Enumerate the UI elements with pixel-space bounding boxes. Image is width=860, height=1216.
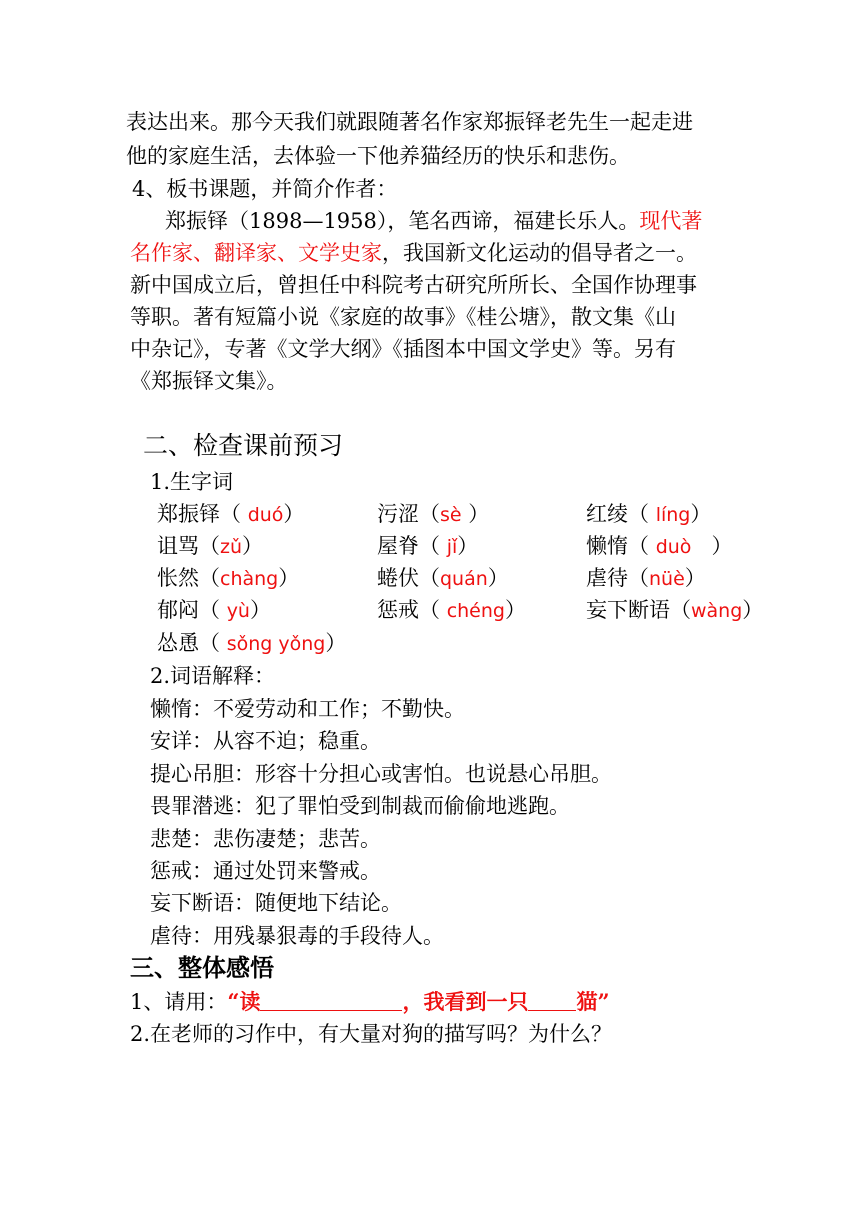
bio-emphasis-2: 名作家、翻译家、文学史家	[130, 241, 382, 265]
definition-item: 懒惰：不爱劳动和工作；不勤快。	[150, 697, 465, 721]
vocab-paren-open: （	[199, 631, 227, 655]
vocab-paren-close: ）	[325, 631, 347, 655]
vocab-paren-close: ）	[283, 502, 305, 526]
vocab-pinyin: sǒng yǒng	[226, 633, 326, 655]
vocab-item	[377, 530, 478, 563]
section2-sub2: 2.词语解释：	[150, 664, 276, 688]
definition-item: 悲楚：悲伤凄楚；悲苦。	[150, 827, 381, 851]
vocab-item	[377, 594, 526, 627]
vocab-paren-open: （	[199, 566, 220, 590]
vocab-paren-close: ）	[461, 502, 490, 526]
definition-item: 畏罪潜逃：犯了罪怕受到制裁而偷偷地逃跑。	[150, 794, 570, 818]
vocab-paren-open: （	[628, 502, 656, 526]
vocab-paren-open: （	[419, 598, 447, 622]
vocab-paren-open: （	[419, 534, 447, 558]
vocab-pinyin: sè	[440, 504, 462, 526]
vocab-paren-close: ）	[242, 534, 264, 558]
vocab-paren-open: （	[628, 534, 656, 558]
intro-line-1: 表达出来。那今天我们就跟随著名作家郑振铎老先生一起走进	[126, 110, 693, 134]
vocab-paren-close: ）	[457, 534, 479, 558]
vocab-item	[157, 498, 304, 531]
vocab-pinyin: líng	[655, 504, 691, 526]
question-1	[130, 986, 610, 1018]
vocab-item	[157, 530, 263, 563]
vocab-word: 怅然	[157, 566, 199, 590]
vocab-word: 妄下断语	[586, 598, 670, 622]
bio-line-4: 等职。著有短篇小说《家庭的故事》《桂公塘》，散文集《山	[130, 305, 676, 329]
vocab-pinyin: wàng	[691, 600, 743, 622]
vocab-word: 污涩	[377, 502, 419, 526]
bio-line-2	[130, 237, 697, 269]
vocab-word: 屋脊	[377, 534, 419, 558]
vocab-pinyin: nüè	[649, 568, 685, 590]
section2-heading: 二、检查课前预习	[143, 431, 344, 460]
vocab-paren-open: （	[199, 534, 220, 558]
vocab-paren-open: （	[199, 598, 227, 622]
q1-part-a: “读	[227, 989, 261, 1014]
vocab-paren-open: （	[220, 502, 248, 526]
bio-emphasis-1: 现代著	[639, 209, 703, 233]
bio-line-1	[165, 205, 702, 237]
vocab-paren-close: ）	[278, 566, 300, 590]
vocab-pinyin: zǔ	[220, 536, 243, 558]
vocab-word: 蜷伏	[377, 566, 419, 590]
section3-heading: 三、整体感悟	[130, 953, 274, 982]
vocab-item	[377, 562, 509, 595]
vocab-paren-open: （	[419, 502, 440, 526]
vocab-item	[377, 498, 489, 531]
vocab-item	[586, 594, 763, 627]
vocab-paren-open: （	[419, 566, 440, 590]
bio-text-a: 郑振铎（1898—1958），笔名西谛，福建长乐人。	[165, 209, 640, 233]
vocab-item	[157, 562, 299, 595]
bio-line-6: 《郑振铎文集》。	[130, 369, 288, 393]
vocab-word: 郁闷	[157, 598, 199, 622]
fill-blank-1[interactable]	[260, 988, 402, 1011]
vocab-pinyin: jǐ	[446, 536, 458, 558]
vocab-word: 郑振铎	[157, 502, 220, 526]
vocab-paren-close: ）	[690, 502, 712, 526]
vocab-word: 虐待	[586, 566, 628, 590]
vocab-paren-close: ）	[742, 598, 764, 622]
vocab-word: 懒惰	[586, 534, 628, 558]
vocab-pinyin: duò	[655, 536, 692, 558]
vocab-item	[586, 530, 732, 563]
vocab-pinyin: quán	[440, 568, 488, 590]
vocab-paren-close: ）	[684, 566, 706, 590]
vocab-word: 惩戒	[377, 598, 419, 622]
vocab-pinyin: chàng	[220, 568, 279, 590]
vocab-paren-close: ）	[691, 534, 733, 558]
vocab-pinyin: chéng	[446, 600, 505, 622]
definition-item: 虐待：用残暴狠毒的手段待人。	[150, 924, 444, 948]
question-2: 2.在老师的习作中，有大量对狗的描写吗？为什么？	[130, 1022, 613, 1046]
section2-sub1: 1.生字词	[150, 470, 234, 494]
definition-item: 妄下断语：随便地下结论。	[150, 891, 402, 915]
vocab-paren-close: ）	[487, 566, 509, 590]
bio-text-b: ，我国新文化运动的倡导者之一。	[382, 241, 697, 265]
vocab-pinyin: yù	[226, 600, 250, 622]
vocab-item	[157, 594, 271, 627]
vocab-paren-open: （	[628, 566, 649, 590]
vocab-pinyin: duó	[247, 504, 284, 526]
bio-line-5: 中杂记》，专著《文学大纲》《插图本中国文学史》等。另有	[130, 337, 676, 361]
vocab-item	[586, 562, 706, 595]
bio-line-3: 新中国成立后，曾担任中科院考古研究所所长、全国作协理事	[130, 273, 697, 297]
definition-item: 惩戒：通过处罚来警戒。	[150, 859, 381, 883]
intro-line-2: 他的家庭生活，去体验一下他养猫经历的快乐和悲伤。	[126, 144, 630, 168]
q1-part-c: 猫”	[576, 989, 610, 1014]
vocab-paren-close: ）	[249, 598, 271, 622]
definition-item: 提心吊胆：形容十分担心或害怕。也说悬心吊胆。	[150, 762, 612, 786]
vocab-paren-open: （	[670, 598, 691, 622]
vocab-word: 怂恿	[157, 631, 199, 655]
vocab-paren-close: ）	[504, 598, 526, 622]
q1-prefix: 1、请用：	[130, 990, 228, 1014]
step4-title: 4、板书课题，并简介作者：	[132, 177, 398, 201]
fill-blank-2[interactable]	[528, 988, 576, 1011]
definition-item: 安详：从容不迫；稳重。	[150, 729, 381, 753]
vocab-item	[586, 498, 711, 531]
q1-part-b: ，我看到一只	[402, 989, 529, 1014]
vocab-word: 红绫	[586, 502, 628, 526]
vocab-item	[157, 627, 346, 660]
vocab-word: 诅骂	[157, 534, 199, 558]
